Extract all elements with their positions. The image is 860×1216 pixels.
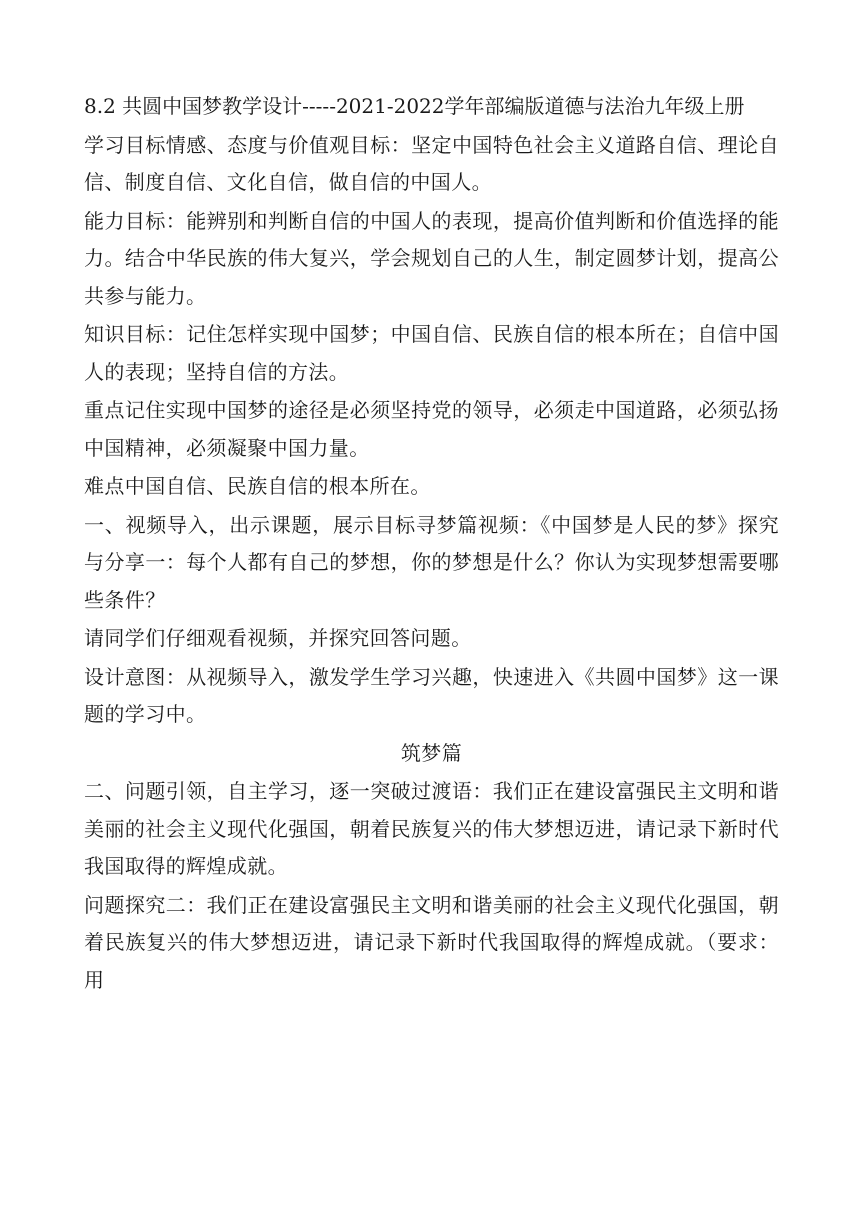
question-inquiry-paragraph: 问题探究二：我们正在建设富强民主文明和谐美丽的社会主义现代化强国，朝着民族复兴的伟大梦想迈进，请记录下新时代我国取得的辉煌成就。（要求：用 — [84, 892, 779, 992]
document-body — [84, 88, 779, 1000]
learning-objectives-paragraph: 学习目标情感、态度与价值观目标：坚定中国特色社会主义道路自信、理论自信、制度自信、文化自信，做自信的中国人。 — [84, 132, 779, 194]
difficulty-paragraph: 难点中国自信、民族自信的根本所在。 — [84, 474, 431, 498]
video-intro-paragraph: 一、视频导入，出示课题，展示目标寻梦篇视频：《中国梦是人民的梦》探究与分享一：每个人都有自己的梦想，你的梦想是什么？你认为实现梦想需要哪些条件？ — [84, 512, 779, 612]
question-guide-paragraph: 二、问题引领，自主学习，逐一突破过渡语：我们正在建设富强民主文明和谐美丽的社会主义现代化强国，朝着民族复兴的伟大梦想迈进，请记录下新时代我国取得的辉煌成就。 — [84, 779, 779, 878]
knowledge-objectives-paragraph: 知识目标：记住怎样实现中国梦；中国自信、民族自信的根本所在；自信中国人的表现；坚持自信的方法。 — [84, 322, 779, 384]
document-title-line: 8.2 共圆中国梦教学设计-----2021-2022学年部编版道德与法治九年级上册 — [84, 94, 745, 118]
design-intent-paragraph: 设计意图：从视频导入，激发学生学习兴趣，快速进入《共圆中国梦》这一课题的学习中。 — [84, 664, 779, 726]
key-points-paragraph: 重点记住实现中国梦的途径是必须坚持党的领导，必须走中国道路，必须弘扬中国精神，必须凝聚中国力量。 — [84, 398, 779, 460]
watch-video-paragraph: 请同学们仔细观看视频，并探究回答问题。 — [84, 626, 472, 650]
section-heading: 筑梦篇 — [400, 740, 463, 765]
ability-objectives-paragraph: 能力目标：能辨别和判断自信的中国人的表现，提高价值判断和价值选择的能力。结合中华民族的伟大复兴，学会规划自己的人生，制定圆梦计划，提高公共参与能力。 — [84, 208, 779, 308]
